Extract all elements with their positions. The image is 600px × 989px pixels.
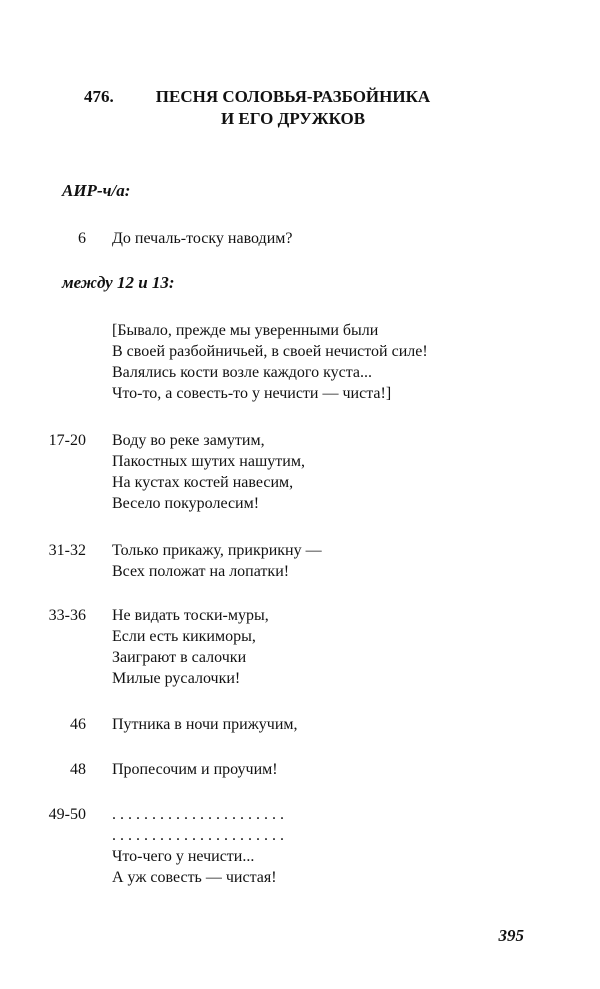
line-ref: 31-32 [48, 542, 86, 559]
verse-line: Всех положат на лопатки! [112, 563, 290, 580]
verse-line: Весело покуролесим! [112, 495, 260, 512]
verse-line: Что-то, а совесть-то у нечисти — чиста!] [112, 385, 392, 402]
line-ref: 33-36 [48, 607, 86, 624]
title-line-2: И ЕГО ДРУЖКОВ [220, 109, 366, 128]
verse-line: Пакостных шутих нашутим, [112, 453, 305, 470]
line-ref: 6 [78, 230, 86, 247]
verse-line: [Бывало, прежде мы уверенными были [112, 322, 379, 339]
title-line-1: ПЕСНЯ СОЛОВЬЯ-РАЗБОЙНИКА [155, 87, 431, 106]
verse-line: Что-чего у нечисти... [112, 848, 255, 865]
verse-line: До печаль-тоску наводим? [112, 230, 293, 247]
line-ref: 49-50 [48, 806, 86, 823]
verse-line: В своей разбойничьей, в своей нечистой силе! [112, 343, 428, 360]
verse-line: На кустах костей навесим, [112, 474, 294, 491]
verse-line: Пропесочим и проучим! [112, 761, 278, 778]
omission-dots: ...................... [112, 827, 288, 844]
verse-line: Не видать тоски-муры, [112, 607, 269, 624]
page-number: 395 [498, 926, 524, 945]
verse-line: Воду во реке замутим, [112, 432, 265, 449]
omission-dots: ...................... [112, 806, 288, 823]
line-ref: 46 [70, 716, 86, 733]
section-between: между 12 и 13: [62, 273, 175, 292]
verse-line: Милые русалочки! [112, 670, 241, 687]
verse-line: Заиграют в салочки [112, 649, 247, 666]
poem-number: 476. [84, 87, 114, 106]
line-ref: 48 [70, 761, 86, 778]
line-ref: 17-20 [48, 432, 86, 449]
verse-line: Путника в ночи прижучим, [112, 716, 298, 733]
verse-line: Валялись кости возле каждого куста... [112, 364, 372, 381]
section-air: АИР-ч/а: [62, 181, 131, 200]
verse-line: Если есть кикиморы, [112, 628, 256, 645]
verse-line: А уж совесть — чистая! [112, 869, 277, 886]
verse-line: Только прикажу, прикрикну — [112, 542, 322, 559]
